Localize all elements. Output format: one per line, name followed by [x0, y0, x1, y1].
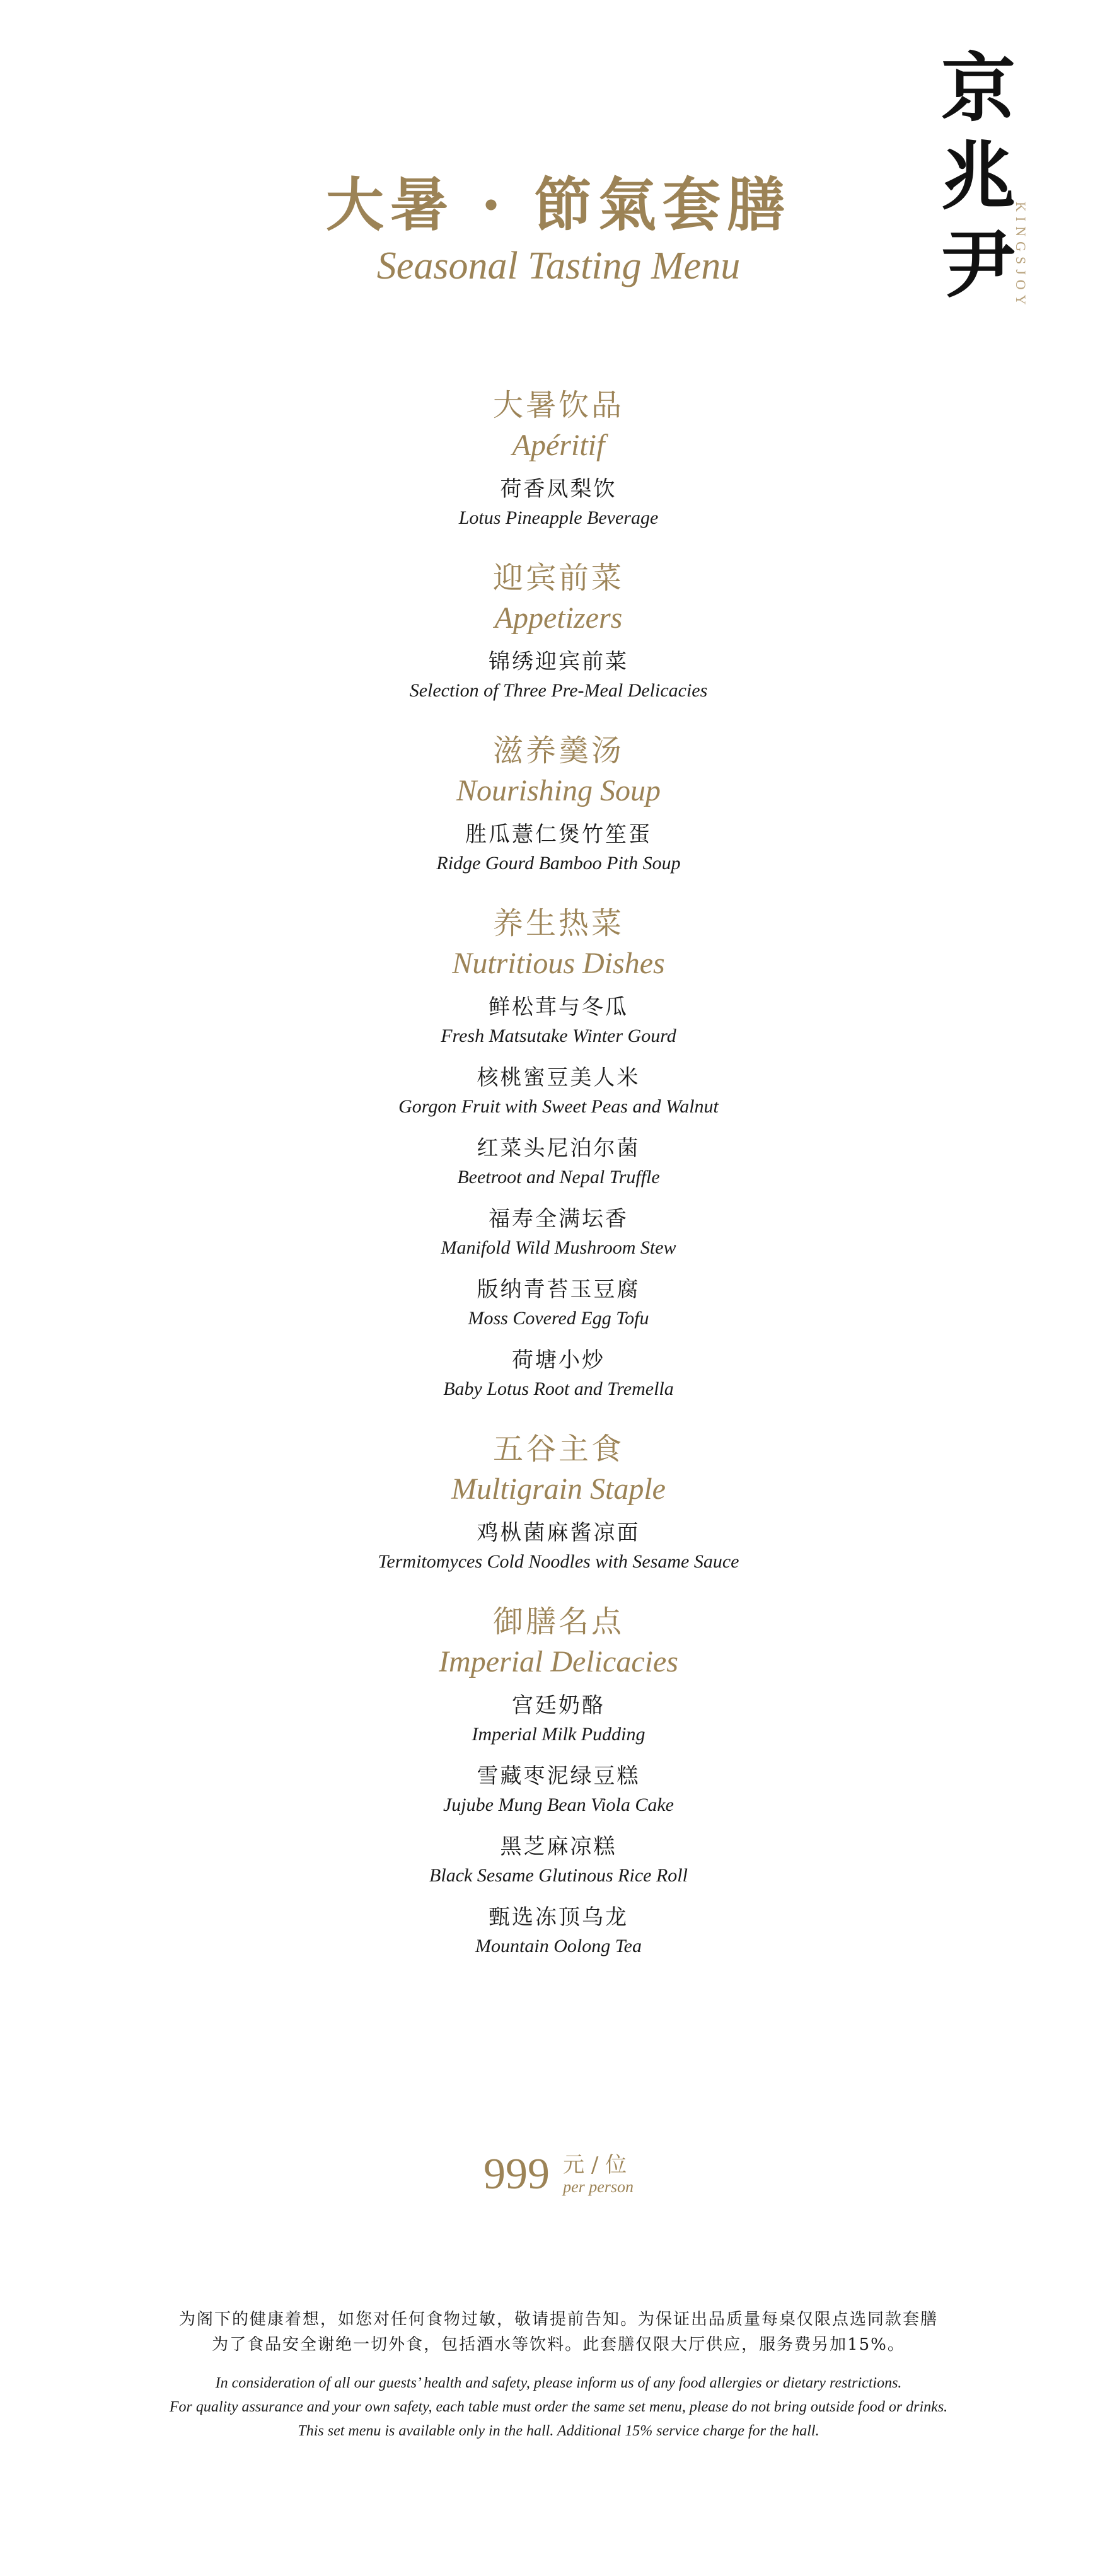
dish-name-english: Jujube Mung Bean Viola Cake: [443, 1794, 674, 1815]
price-unit-english: per person: [563, 2178, 634, 2196]
dish-name-english: Black Sesame Glutinous Rice Roll: [429, 1865, 688, 1886]
menu-section: [0, 1602, 1117, 1959]
menu-section: [0, 558, 1117, 703]
menu-courses: [0, 386, 1117, 1987]
footer-note-en-1: In consideration of all our guests’ health and safety, please inform us of any food allergies or dietary restrictions.: [215, 2375, 902, 2391]
dish-item: [0, 1203, 1117, 1261]
dish-name-english: Baby Lotus Root and Tremella: [443, 1378, 674, 1399]
dish-name-chinese: 荷香凤梨饮: [500, 477, 617, 502]
dish-name-english: Ridge Gourd Bamboo Pith Soup: [436, 853, 681, 874]
section-title-english: Nourishing Soup: [456, 774, 661, 807]
dish-item: [0, 1901, 1117, 1959]
section-title-chinese: 大暑饮品: [492, 388, 624, 423]
dish-name-chinese: 荷塘小炒: [512, 1348, 605, 1373]
dish-item: [0, 1516, 1117, 1574]
section-title-english: Multigrain Staple: [451, 1472, 666, 1506]
dish-item: [0, 991, 1117, 1049]
price-amount: 999: [483, 2150, 550, 2198]
dish-item: [0, 1830, 1117, 1888]
dish-item: [0, 1760, 1117, 1818]
menu-section: [0, 1430, 1117, 1574]
section-title-chinese: 五谷主食: [492, 1431, 624, 1467]
dish-name-chinese: 核桃蜜豆美人米: [477, 1065, 640, 1090]
section-title-chinese: 滋养羹汤: [492, 733, 624, 768]
section-title-chinese: 御膳名点: [492, 1604, 624, 1639]
menu-section: [0, 731, 1117, 876]
footer-note-en-3: This set menu is available only in the hall. Additional 15% service charge for the hall.: [298, 2423, 819, 2439]
footer-note-cn-1: 为阁下的健康着想，如您对任何食物过敏，敬请提前告知。为保证出品质量每桌仅限点选同款套膳: [178, 2310, 938, 2329]
dish-name-chinese: 甄选冻顶乌龙: [489, 1905, 628, 1930]
menu-title-english: Seasonal Tasting Menu: [376, 245, 741, 287]
dish-item: [0, 1344, 1117, 1402]
section-title-english: Apéritif: [512, 429, 605, 462]
dish-item: [0, 1061, 1117, 1119]
logo-latin-name: KINGSJOY: [1013, 202, 1029, 310]
dish-item: [0, 1132, 1117, 1190]
dish-item: [0, 473, 1117, 531]
section-title-english: Nutritious Dishes: [452, 947, 665, 980]
logo-char-2: 兆: [940, 132, 1016, 220]
dish-name-chinese: 福寿全满坛香: [489, 1206, 628, 1232]
dish-name-english: Moss Covered Egg Tofu: [468, 1308, 649, 1329]
section-title-chinese: 养生热菜: [492, 906, 624, 941]
dish-name-chinese: 锦绣迎宾前菜: [489, 649, 628, 674]
logo-char-1: 京: [940, 44, 1016, 132]
price-unit-chinese: 元 / 位: [563, 2152, 627, 2178]
dish-name-english: Termitomyces Cold Noodles with Sesame Sauce: [378, 1551, 739, 1572]
dish-name-english: Mountain Oolong Tea: [475, 1936, 642, 1956]
dish-name-english: Beetroot and Nepal Truffle: [457, 1167, 660, 1187]
dish-name-chinese: 版纳青苔玉豆腐: [477, 1277, 640, 1302]
dish-name-chinese: 红菜头尼泊尔菌: [477, 1136, 640, 1161]
dish-name-english: Lotus Pineapple Beverage: [458, 507, 659, 528]
footer-note-en-2: For quality assurance and your own safety, each table must order the same set menu, please do not bring outside food or drinks.: [169, 2399, 948, 2415]
section-title-english: Appetizers: [494, 601, 623, 635]
price-block: [0, 2149, 1117, 2200]
dish-name-chinese: 胜瓜薏仁煲竹笙蛋: [465, 822, 652, 847]
dish-name-chinese: 宫廷奶酪: [512, 1693, 605, 1718]
dish-name-chinese: 鸡枞菌麻酱凉面: [477, 1520, 640, 1545]
dish-name-chinese: 黑芝麻凉糕: [500, 1834, 617, 1859]
menu-footer-notes: [0, 2307, 1117, 2443]
dish-item: [0, 818, 1117, 876]
menu-section: [0, 904, 1117, 1402]
dish-item: [0, 1689, 1117, 1747]
section-title-english: Imperial Delicacies: [439, 1645, 678, 1678]
dish-name-english: Manifold Wild Mushroom Stew: [441, 1237, 676, 1258]
menu-title-chinese: 大暑 · 節氣套膳: [325, 171, 792, 239]
dish-name-english: Imperial Milk Pudding: [472, 1724, 645, 1745]
dish-name-english: Gorgon Fruit with Sweet Peas and Walnut: [398, 1096, 719, 1117]
menu-section: [0, 386, 1117, 531]
dish-item: [0, 1273, 1117, 1331]
logo-char-3: 尹: [940, 221, 1016, 308]
footer-note-cn-2: 为了食品安全谢绝一切外食，包括酒水等饮料。此套膳仅限大厅供应，服务费另加15%。: [212, 2335, 905, 2354]
menu-header: [0, 170, 1117, 290]
dish-name-english: Fresh Matsutake Winter Gourd: [441, 1025, 676, 1046]
dish-item: [0, 645, 1117, 703]
dish-name-chinese: 雪藏枣泥绿豆糕: [477, 1764, 640, 1789]
section-title-chinese: 迎宾前菜: [492, 560, 624, 596]
price-unit: [563, 2152, 634, 2197]
dish-name-chinese: 鲜松茸与冬瓜: [489, 995, 628, 1020]
dish-name-english: Selection of Three Pre-Meal Delicacies: [409, 680, 708, 701]
